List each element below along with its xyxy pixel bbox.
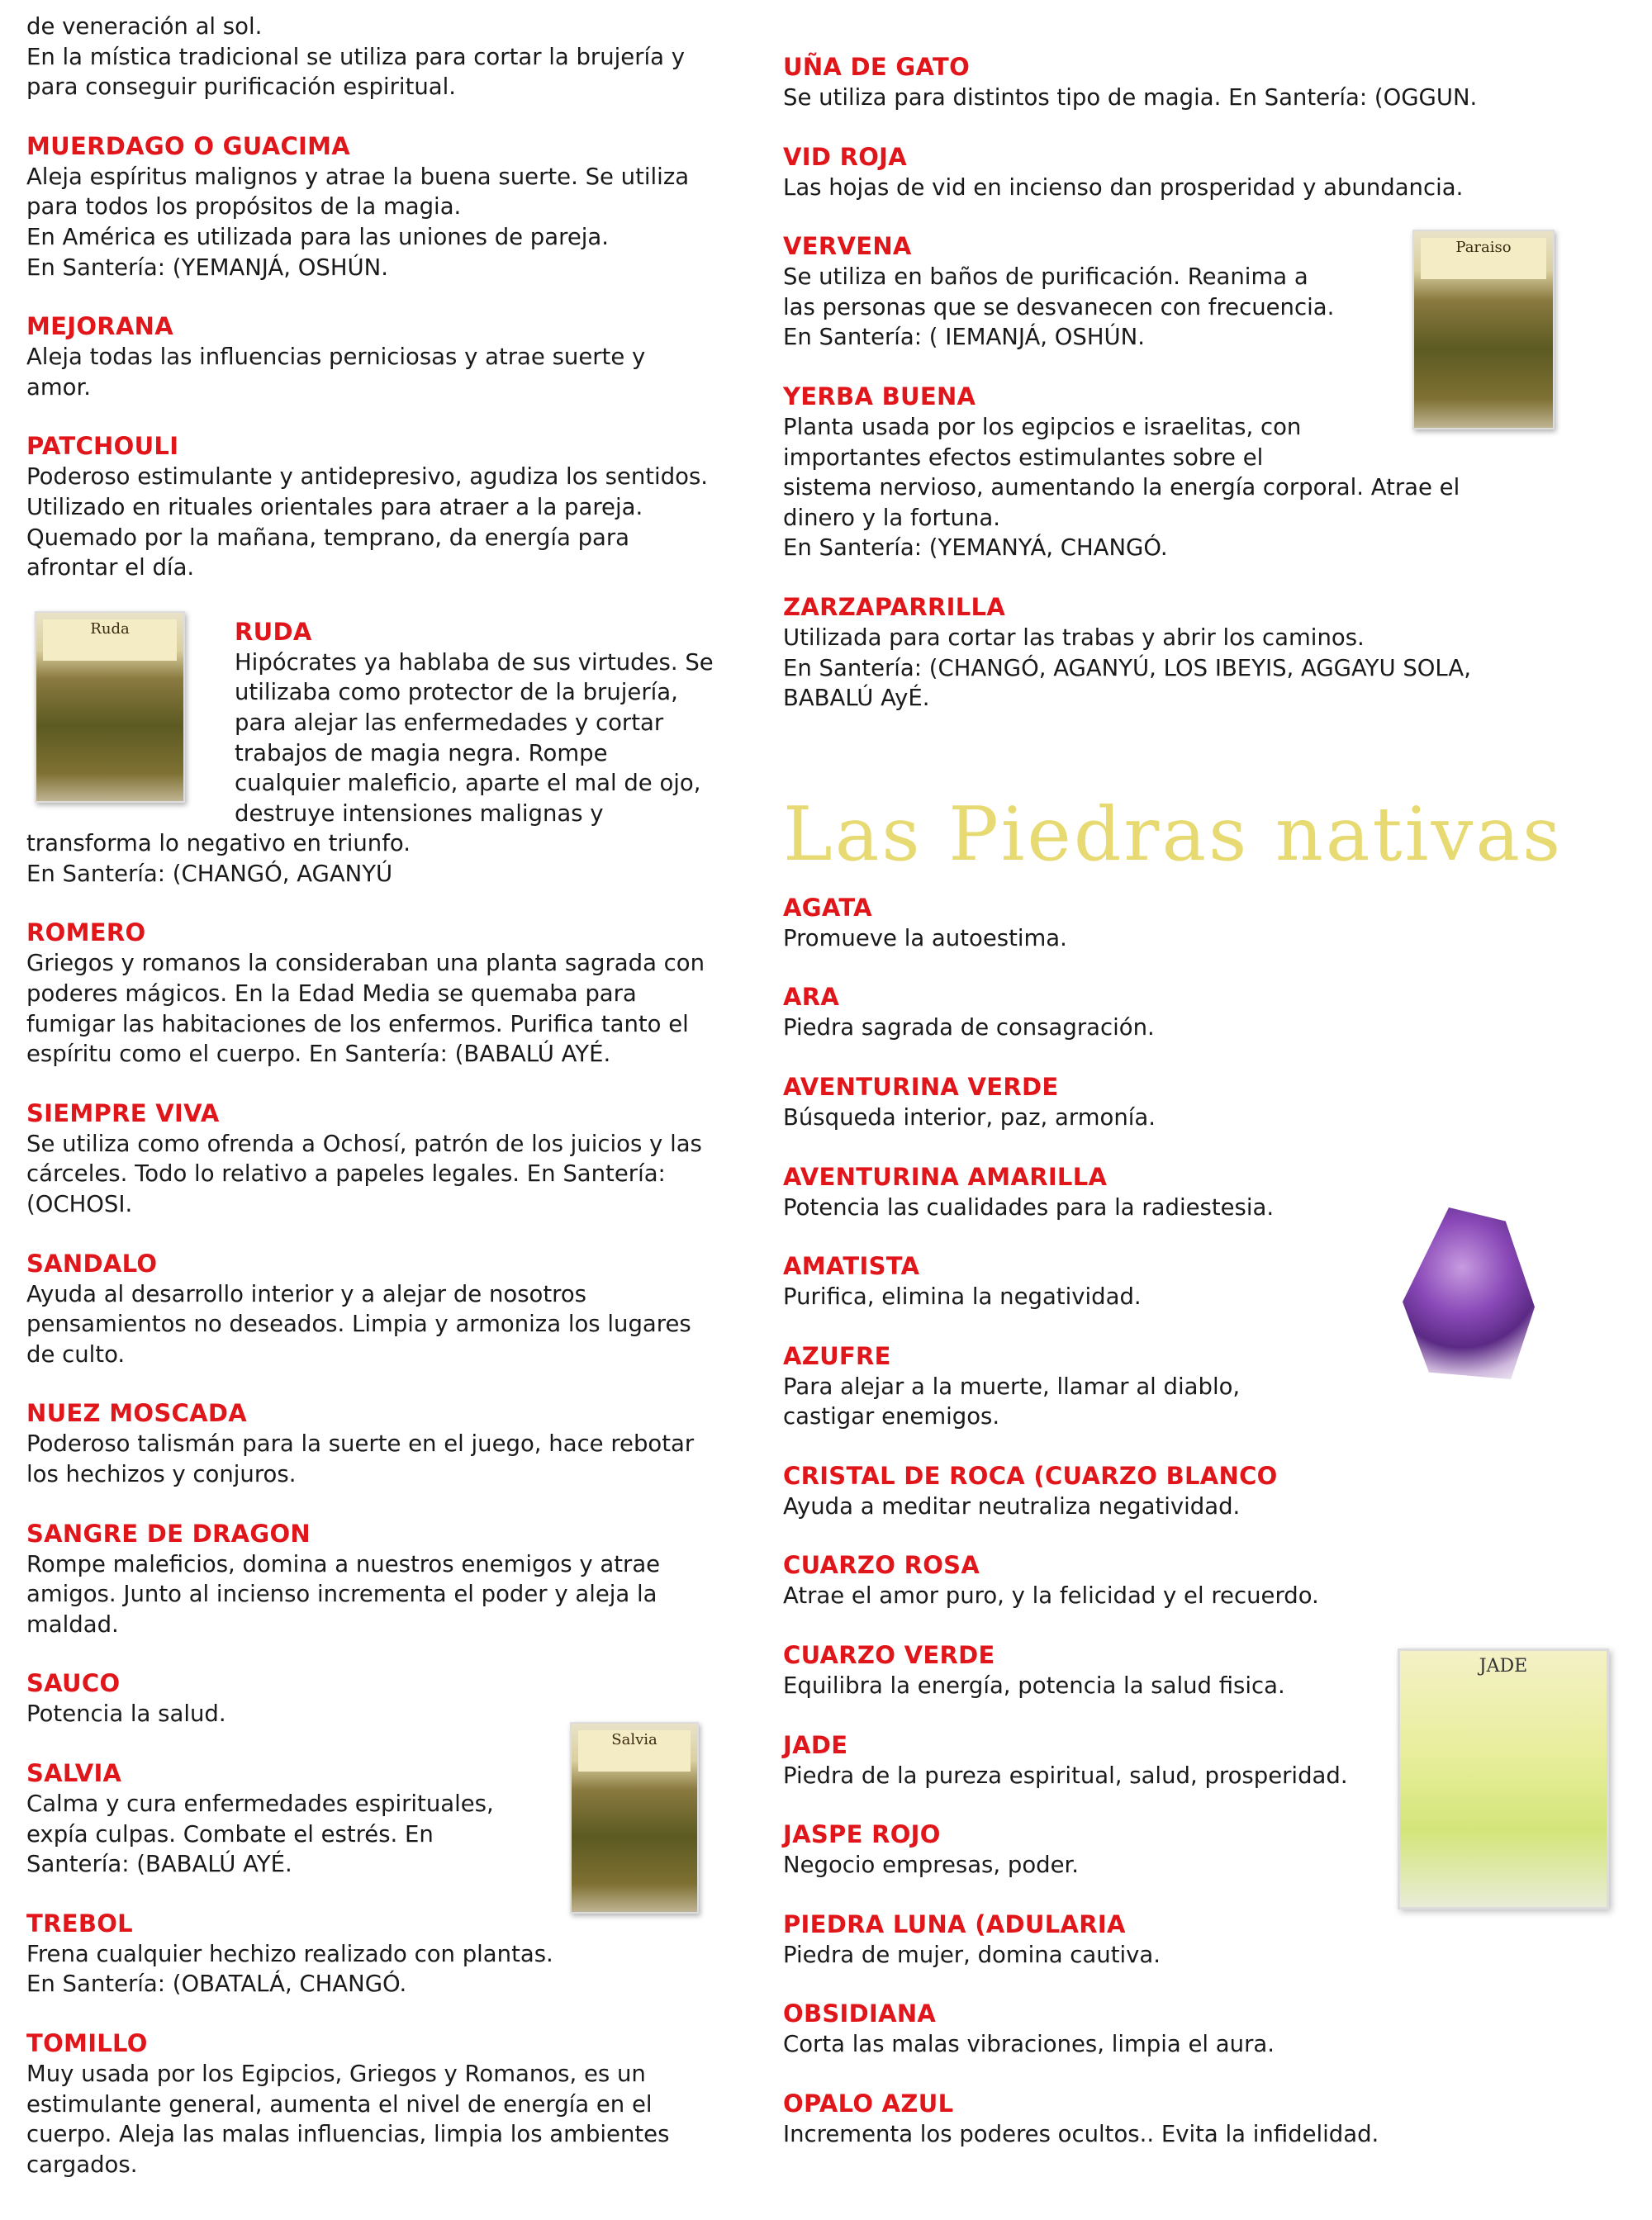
entry-text: Hipócrates ya hablaba de sus virtudes. Se utilizaba como protector de la brujería, para alejar las enfermedades y cortar trabajos de magia negra. Rompe cualquier maleficio, aparte el mal de ojo, destruye intensiones malignas y <box>235 648 714 827</box>
entry-text: Piedra sagrada de consagración. <box>783 1014 1155 1041</box>
stone-piedra-luna <box>783 1909 1617 1971</box>
entry-text: Corta las malas vibraciones, limpia el aura. <box>783 2031 1275 2058</box>
entry-title: SAUCO <box>26 1669 121 1698</box>
salvia-bag-photo <box>570 1722 699 1914</box>
entry-title: SANGRE DE DRAGON <box>26 1519 311 1548</box>
entry-text: Griegos y romanos la consideraban una planta sagrada con poderes mágicos. En la Edad Media se quemaba para fumigar las habitaciones de los enfermos. Purifica tanto el espíritu como el cuerpo. En Santería: (BABALÚ AYÉ. <box>26 950 705 1068</box>
entry-title: MEJORANA <box>26 312 173 341</box>
stone-aventurina-verde <box>783 1071 1617 1133</box>
stones-heading: Las Piedras nativas <box>783 790 1564 878</box>
entry-title: AZUFRE <box>783 1341 891 1370</box>
jade-box-label: JADE <box>1479 1656 1528 1677</box>
entry-text: Ayuda a meditar neutraliza negatividad. <box>783 1492 1241 1520</box>
entry-title: PIEDRA LUNA (ADULARIA <box>783 1909 1126 1938</box>
entry-title: ZARZAPARRILLA <box>783 592 1006 621</box>
entry-text: Potencia la salud. <box>26 1701 226 1728</box>
entry-una-de-gato <box>783 51 1617 113</box>
entry-text: Negocio empresas, poder. <box>783 1852 1080 1879</box>
entry-text: Piedra de mujer, domina cautiva. <box>783 1941 1161 1968</box>
ruda-bag-photo <box>35 611 185 803</box>
entry-text: Calma y cura enfermedades espirituales, expía culpas. Combate el estrés. En Santería: (BABALÚ AYÉ. <box>26 1790 494 1878</box>
entry-title: AMATISTA <box>783 1252 920 1281</box>
entry-muerdago <box>26 130 753 282</box>
paraiso-bag-label: Paraiso <box>1421 238 1546 279</box>
entry-text: Para alejar a la muerte, llamar al diablo, castigar enemigos. <box>783 1373 1241 1430</box>
entry-text: Incrementa los poderes ocultos.. Evita la infidelidad. <box>783 2121 1379 2148</box>
stone-obsidiana <box>783 1998 1617 2060</box>
entry-text: Promueve la autoestima. <box>783 924 1067 951</box>
entry-title: ARA <box>783 983 840 1012</box>
entry-tomillo <box>26 2028 753 2180</box>
entry-zarzaparrilla <box>783 591 1617 714</box>
entry-siempre-viva <box>26 1098 753 1220</box>
entry-title: VERVENA <box>783 232 912 261</box>
entry-text: Se utiliza para distintos tipo de magia. En Santería: (OGGUN. <box>783 84 1478 111</box>
entry-title: SANDALO <box>26 1249 158 1278</box>
entry-title: SIEMPRE VIVA <box>26 1098 220 1127</box>
entry-title: CRISTAL DE ROCA (CUARZO BLANCO <box>783 1461 1278 1490</box>
entry-title: SALVIA <box>26 1758 122 1787</box>
entry-title: CUARZO ROSA <box>783 1551 980 1580</box>
entry-text: Aleja espíritus malignos y atrae la buena suerte. Se utiliza para todos los propósitos de la magia. En América es utilizada para las uniones de pareja. En Santería: (YEMANJÁ, OSHÚN. <box>26 163 690 281</box>
jade-box-photo <box>1398 1648 1609 1909</box>
entry-title: AVENTURINA AMARILLA <box>783 1162 1108 1191</box>
intro-text: de veneración al sol. En la mística tradicional se utiliza para cortar la brujería y para conseguir purificación espiritual. <box>26 13 686 101</box>
entry-text: Equilibra la energía, potencia la salud fisica. <box>783 1672 1285 1700</box>
entry-title: RUDA <box>235 617 312 646</box>
entry-text: Frena cualquier hechizo realizado con plantas. En Santería: (OBATALÁ, CHANGÓ. <box>26 1940 553 1998</box>
entry-text: Piedra de la pureza espiritual, salud, prosperidad. <box>783 1762 1348 1789</box>
entry-title: AGATA <box>783 893 872 922</box>
stone-opalo-azul <box>783 2088 1617 2150</box>
entry-text: Muy usada por los Egipcios, Griegos y Romanos, es un estimulante general, aumenta el nivel de energía en el cuerpo. Aleja las malas influencias, limpia los ambientes cargados. <box>26 2060 670 2178</box>
entry-text: Purifica, elimina la negatividad. <box>783 1283 1142 1311</box>
entry-sandalo <box>26 1248 753 1370</box>
entry-sauco <box>26 1667 753 1729</box>
entry-title: JASPE ROJO <box>783 1820 941 1849</box>
stone-aventurina-amarilla <box>783 1161 1617 1223</box>
ruda-bag-label: Ruda <box>43 619 177 661</box>
entry-text: Aleja todas las influencias perniciosas y atrae suerte y amor. <box>26 344 646 401</box>
entry-trebol <box>26 1908 753 1999</box>
entry-title: OPALO AZUL <box>783 2090 954 2118</box>
entry-title: VID ROJA <box>783 142 908 171</box>
entry-text-continued: transforma lo negativo en triunfo. En Santería: (CHANGÓ, AGANYÚ <box>26 830 411 887</box>
entry-text: Poderoso talismán para la suerte en el juego, hace rebotar los hechizos y conjuros. <box>26 1430 695 1487</box>
entry-vid-roja <box>783 141 1617 203</box>
entry-text: Atrae el amor puro, y la felicidad y el recuerdo. <box>783 1582 1319 1610</box>
entry-title: TOMILLO <box>26 2028 148 2057</box>
entry-text: Búsqueda interior, paz, armonía. <box>783 1103 1156 1131</box>
entry-title: TREBOL <box>26 1909 133 1938</box>
entry-text: Rompe maleficios, domina a nuestros enemigos y atrae amigos. Junto al incienso incrementa el poder y aleja la maldad. <box>26 1550 661 1638</box>
entry-title: PATCHOULI <box>26 432 179 461</box>
entry-title: CUARZO VERDE <box>783 1641 995 1670</box>
salvia-bag-label: Salvia <box>578 1730 691 1772</box>
paraiso-bag-photo <box>1412 230 1555 429</box>
entry-title: YERBA BUENA <box>783 382 976 410</box>
entry-text: Poderoso estimulante y antidepresivo, agudiza los sentidos. Utilizado en rituales orientales para atraer a la pareja. Quemado por la mañana, temprano, da energía para afrontar el día. <box>26 463 709 581</box>
entry-sangre-de-dragon <box>26 1518 753 1640</box>
entry-text: Potencia las cualidades para la radiestesia. <box>783 1193 1275 1221</box>
stone-cristal-de-roca <box>783 1460 1617 1522</box>
entry-patchouli <box>26 430 753 582</box>
entry-title: OBSIDIANA <box>783 1999 937 2028</box>
entry-text: Planta usada por los egipcios e israelitas, con importantes efectos estimulantes sobre el sistema nervioso, aumentando la energía corporal. Atrae el dinero y la fortuna. En Santería: (YEMANYÁ, CHANGÓ. <box>783 413 1460 562</box>
entry-nuez-moscada <box>26 1397 753 1489</box>
entry-title: UÑA DE GATO <box>783 53 971 81</box>
entry-title: MUERDAGO O GUACIMA <box>26 131 351 160</box>
entry-text: Las hojas de vid en incienso dan prosperidad y abundancia. <box>783 173 1464 201</box>
entry-title: ROMERO <box>26 918 146 947</box>
entry-text: Se utiliza como ofrenda a Ochosí, patrón de los juicios y las cárceles. Todo lo relativo a papeles legales. En Santería: (OCHOSI. <box>26 1130 702 1218</box>
entry-title: JADE <box>783 1730 848 1759</box>
entry-title: AVENTURINA VERDE <box>783 1072 1059 1101</box>
entry-title: NUEZ MOSCADA <box>26 1399 247 1428</box>
entry-text: Utilizada para cortar las trabas y abrir los caminos. En Santería: (CHANGÓ, AGANYÚ, LOS IBEYIS, AGGAYU SOLA, BABALÚ AyÉ. <box>783 624 1471 712</box>
entry-romero <box>26 917 753 1069</box>
entry-text: Se utiliza en baños de purificación. Reanima a las personas que se desvanecen con frecuencia. En Santería: ( IEMANJÁ, OSHÚN. <box>783 263 1335 351</box>
stone-ara <box>783 981 1617 1043</box>
entry-text: Ayuda al desarrollo interior y a alejar de nosotros pensamientos no deseados. Limpia y armoniza los lugares de culto. <box>26 1280 691 1368</box>
stone-agata <box>783 892 1617 954</box>
stone-cuarzo-rosa <box>783 1549 1617 1611</box>
entry-mejorana <box>26 311 753 402</box>
